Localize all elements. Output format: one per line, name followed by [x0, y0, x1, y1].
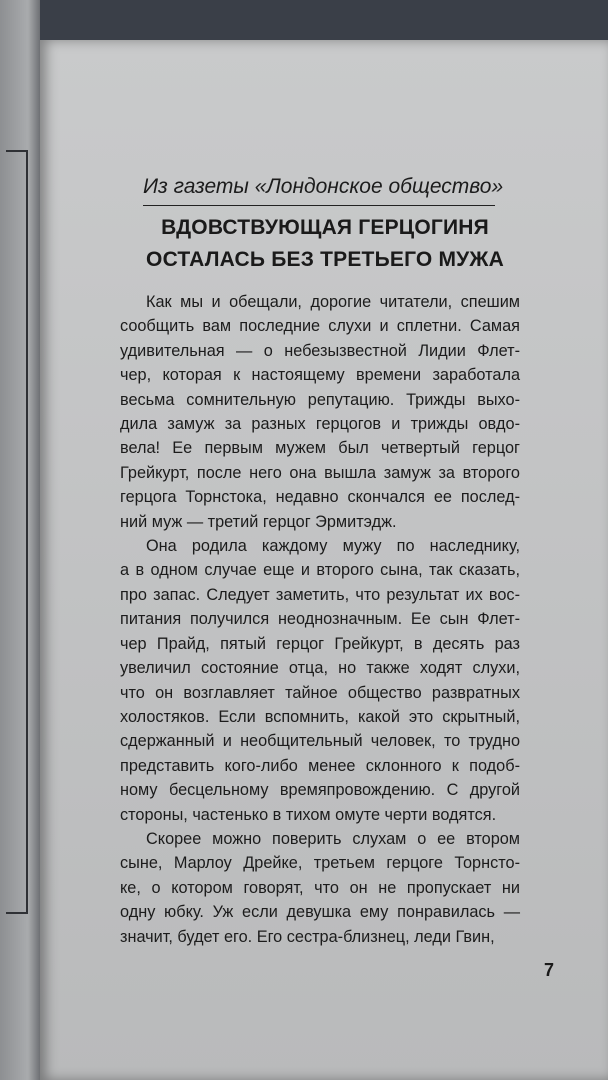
- text-line: весьма сомнительную репутацию. Трижды выхо-: [120, 390, 520, 409]
- headline-line-1: ВДОВСТВУЮЩАЯ ГЕРЦОГИНЯ: [161, 216, 489, 239]
- text-line: а в одном случае еще и второго сына, так сказать,: [120, 561, 520, 580]
- text-line: питания получился неоднозначным. Ее сын Флет-: [120, 610, 520, 629]
- adjacent-page-edge: [0, 0, 40, 1080]
- text-line: сыне, Марлоу Дрейке, третьем герцоге Торнсто-: [120, 854, 520, 873]
- page-number: 7: [544, 960, 555, 980]
- text-line: одну юбку. Уж если девушка ему понравилась —: [120, 903, 520, 922]
- text-line: представить кого-либо менее склонного к подоб-: [120, 756, 520, 775]
- source-heading: [143, 175, 504, 206]
- newspaper-source-label: Из газеты «Лондонское общество»: [143, 175, 495, 206]
- text-line: значит, будет его. Его сестра-близнец, леди Гвин,: [120, 927, 495, 946]
- text-line: Как мы и обещали, дорогие читатели, спешим: [146, 293, 520, 311]
- paragraph: [120, 534, 520, 827]
- text-line: дила замуж за разных герцогов и трижды овдо-: [120, 415, 520, 434]
- article-headline: [100, 212, 550, 276]
- text-line: удивительная — о небезызвестной Лидии Флет-: [120, 341, 520, 360]
- paragraph: [120, 290, 520, 534]
- text-line: холостяков. Если вспомнить, какой это скрытный,: [120, 707, 520, 726]
- text-line: ке, о котором говорят, что он не пропускает ни: [120, 878, 520, 897]
- adjacent-page-border: [6, 150, 28, 914]
- paragraph: [120, 827, 520, 949]
- text-line: вела! Ее первым мужем был четвертый герцог: [120, 439, 520, 458]
- text-line: что он возглавляет тайное общество развратных: [120, 683, 520, 702]
- text-line: чер, которая к настоящему времени заработала: [120, 366, 520, 385]
- text-line: Грейкурт, после него она вышла замуж за второго: [120, 463, 520, 482]
- text-line: сдержанный и необщительный человек, то трудно: [120, 732, 520, 751]
- text-line: Скорее можно поверить слухам о ее втором: [146, 829, 520, 848]
- text-line: ний муж — третий герцог Эрмитэдж.: [120, 512, 397, 531]
- text-line: увеличил состояние отца, но также ходят слухи,: [120, 659, 520, 678]
- headline-line-2: ОСТАЛАСЬ БЕЗ ТРЕТЬЕГО МУЖА: [146, 248, 504, 271]
- text-line: герцога Торнстока, недавно скончался ее послед-: [120, 488, 520, 507]
- book-page: [40, 40, 608, 1080]
- text-line: ному бесцельному времяпровождению. С другой: [120, 781, 520, 800]
- text-line: чер Прайд, пятый герцог Грейкурт, в десять раз: [120, 634, 520, 653]
- article-body: [120, 290, 520, 949]
- text-line: стороны, частенько в тихом омуте черти водятся.: [120, 805, 497, 824]
- text-line: Она родила каждому мужу по наследнику,: [146, 537, 520, 556]
- text-line: про запас. Следует заметить, что результат их вос-: [120, 585, 520, 604]
- text-line: сообщить вам последние слухи и сплетни. Самая: [120, 317, 520, 336]
